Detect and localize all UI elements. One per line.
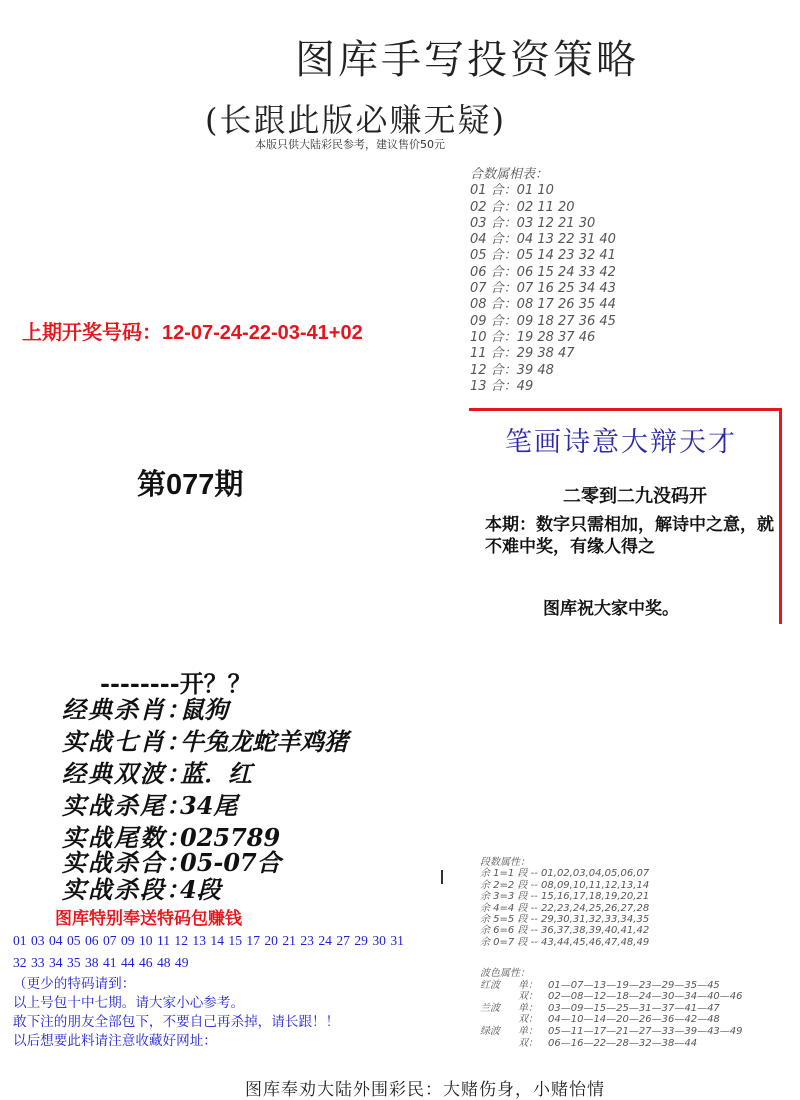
segment-row: 余 5=5 段 -- 29,30,31,32,33,34,35 <box>480 914 650 926</box>
he-table-row: 01 合：01 10 <box>470 183 554 199</box>
tip-value: 025789 <box>180 823 281 852</box>
wave-row <box>480 1003 743 1015</box>
wave-label: 兰波 <box>480 1002 500 1014</box>
wave-sub: 单： <box>518 1002 538 1014</box>
wave-row <box>480 980 743 992</box>
wave-values: 04—10—14—20—26—36—42—48 <box>548 1014 720 1026</box>
wave-row <box>480 1026 743 1038</box>
segment-row: 余 6=6 段 -- 36,37,38,39,40,41,42 <box>480 925 650 937</box>
tip-row <box>62 870 221 905</box>
tips-open-marker: --------开？？ <box>100 669 252 698</box>
he-table-row: 12 合：39 48 <box>470 362 554 378</box>
tip-label: 经典双波： <box>62 759 192 788</box>
last-draw-numbers: 上期开奖号码：12-07-24-22-03-41+02 <box>22 322 363 344</box>
tip-label: 实战杀尾： <box>62 791 192 820</box>
tip-value: 05-07合 <box>180 848 281 877</box>
he-table-row: 13 合：49 <box>470 378 534 394</box>
promo-title: 图库特别奉送特码包赚钱 <box>55 909 242 929</box>
promo-line: 以上号包十中七期。请大家小心参考。 <box>13 995 245 1010</box>
tip-label: 实战杀合： <box>62 848 192 877</box>
tip-label: 实战杀段： <box>62 875 192 904</box>
wave-label: 红波 <box>480 979 500 991</box>
he-number-table <box>470 167 616 395</box>
segment-row: 余 3=3 段 -- 15,16,17,18,19,20,21 <box>480 891 650 903</box>
wave-values: 06—16—22—28—32—38—44 <box>548 1037 698 1049</box>
segment-table <box>480 857 649 948</box>
wave-sub: 单： <box>518 1025 538 1037</box>
wave-row <box>480 1014 743 1026</box>
wave-table-title: 波色属性： <box>480 968 530 979</box>
wave-row <box>480 1038 743 1050</box>
tip-value: 鼠狗 <box>180 695 228 724</box>
he-table-row: 10 合：19 28 37 46 <box>470 329 596 345</box>
he-table-title: 合数属相表： <box>470 167 549 182</box>
segment-row: 余 1=1 段 -- 01,02,03,04,05,06,07 <box>480 868 650 880</box>
tip-value: 蓝．红 <box>180 759 252 788</box>
segment-row: 余 4=4 段 -- 22,23,24,25,26,27,28 <box>480 902 650 914</box>
tip-label: 实战七肖： <box>62 727 192 756</box>
issue-number: 第077期 <box>137 469 244 501</box>
poem-line-1: 二零到二九没码开 <box>563 486 707 507</box>
wave-sub: 单： <box>518 979 538 991</box>
wave-values: 02—08—12—18—24—30—34—40—46 <box>548 991 743 1003</box>
he-table-row: 02 合：02 11 20 <box>470 199 575 215</box>
tip-row <box>62 754 252 789</box>
tip-label: 经典杀肖： <box>62 695 192 724</box>
poem-line-3: 图库祝大家中奖。 <box>543 599 679 619</box>
poem-title: 笔画诗意大辩天才 <box>505 427 737 458</box>
footer-advice: 图库奉劝大陆外围彩民：大赌伤身，小赌怡情 <box>245 1080 605 1100</box>
promo-line: 敢下注的朋友全部包下，不要自己再杀掉，请长跟！！ <box>13 1014 340 1029</box>
he-table-row: 07 合：07 16 25 34 43 <box>470 281 616 297</box>
tip-row <box>62 786 237 821</box>
wave-sub: 双： <box>518 1037 538 1049</box>
wave-values: 03—09—15—25—31—37—41—47 <box>548 1002 720 1014</box>
wave-row <box>480 991 743 1003</box>
wave-sub: 双： <box>518 1014 538 1026</box>
he-table-row: 03 合：03 12 21 30 <box>470 215 596 231</box>
he-table-row: 09 合：09 18 27 36 45 <box>470 313 616 329</box>
he-table-row: 04 合：04 13 22 31 40 <box>470 232 616 248</box>
he-table-row: 06 合：06 15 24 33 42 <box>470 264 616 280</box>
promo-notes <box>13 974 339 1050</box>
segment-row: 余 0=7 段 -- 43,44,45,46,47,48,49 <box>480 936 650 948</box>
poem-line-2: 本期：数字只需相加，解诗中之意，就不难中奖，有缘人得之 <box>485 515 774 557</box>
tip-row <box>62 690 228 725</box>
tip-label: 实战尾数： <box>62 823 192 852</box>
wave-sub: 双： <box>518 991 538 1003</box>
wave-values: 05—11—17—21—27—33—39—43—49 <box>548 1025 743 1037</box>
he-table-row: 05 合：05 14 23 32 41 <box>470 248 616 264</box>
wave-label: 绿波 <box>480 1025 500 1037</box>
promo-line: （更少的特码请到： <box>13 976 136 991</box>
segment-table-title: 段数属性： <box>480 857 530 868</box>
tip-row <box>62 722 348 757</box>
tip-value: 34尾 <box>180 791 238 820</box>
segment-row: 余 2=2 段 -- 08,09,10,11,12,13,14 <box>480 879 650 891</box>
divider-mark <box>441 870 443 884</box>
price-note: 本版只供大陆彩民参考，建议售价50元 <box>255 138 445 151</box>
wave-color-table <box>480 968 743 1049</box>
page-subtitle: (长跟此版必赚无疑) <box>205 101 506 139</box>
he-table-row: 11 合：29 38 47 <box>470 346 575 362</box>
promo-line: 以后想要此料请注意收藏好网址： <box>13 1033 217 1048</box>
promo-number-list: 01 03 04 05 06 07 09 10 11 12 13 14 15 17 20 21 23 24 27 29 30 31 32 33 34 35 38 41 44 46 48 49 <box>13 933 404 970</box>
page-title: 图库手写投资策略 <box>295 37 639 83</box>
he-table-row: 08 合：08 17 26 35 44 <box>470 297 616 313</box>
wave-values: 01—07—13—19—23—29—35—45 <box>548 979 720 991</box>
tip-value: 4段 <box>180 875 221 904</box>
tip-value: 牛兔龙蛇羊鸡猪 <box>180 727 348 756</box>
